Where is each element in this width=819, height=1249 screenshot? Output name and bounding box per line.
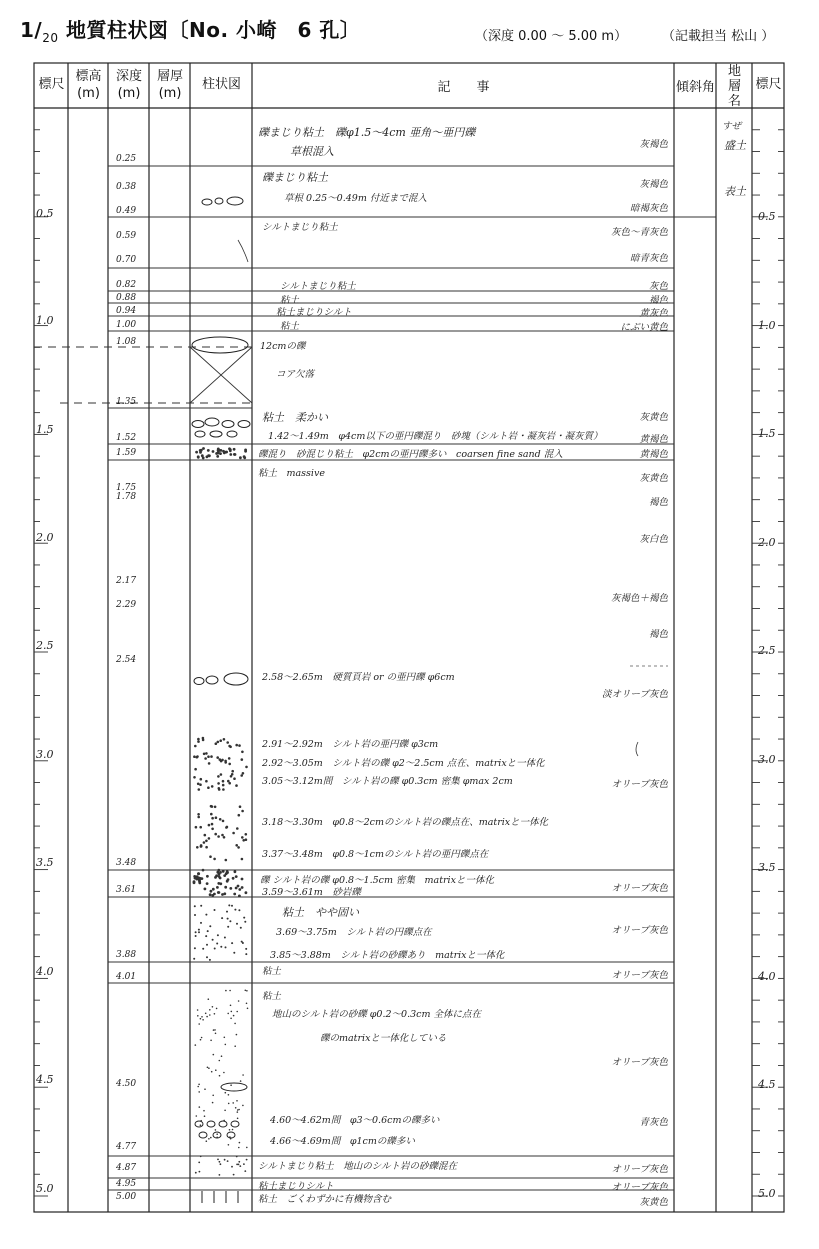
depth-value: 4.95 bbox=[116, 1179, 137, 1189]
soil-color: 青灰色 bbox=[639, 1117, 668, 1128]
description-text: 2.58～2.65m 硬質頁岩 or の亜円礫 φ6cm bbox=[262, 672, 455, 683]
depth-value: 5.00 bbox=[116, 1192, 137, 1202]
depth-value: 1.52 bbox=[116, 433, 137, 443]
depth-value: 3.48 bbox=[116, 858, 137, 868]
scale-right-label: 3.5 bbox=[758, 861, 776, 874]
soil-color: 褐色 bbox=[648, 295, 668, 306]
depth-value: 1.35 bbox=[116, 397, 137, 407]
description-text: 2.92～3.05m シルト岩の礫 φ2～2.5cm 点在、matrixと一体化 bbox=[262, 758, 545, 769]
soil-color: 黄灰色 bbox=[639, 308, 668, 319]
header-scale-left: 標尺 bbox=[38, 77, 65, 92]
soil-color: 灰色 bbox=[648, 281, 668, 292]
description-text: 粘土 柔かい bbox=[262, 411, 328, 424]
soil-color: オリーブ灰色 bbox=[611, 1182, 668, 1193]
scale-left-label: 1.0 bbox=[36, 314, 54, 327]
header-scale-right: 標尺 bbox=[755, 77, 782, 92]
description-text: 粘土 bbox=[262, 991, 282, 1002]
depth-value: 1.00 bbox=[116, 320, 137, 330]
depth-value: 1.59 bbox=[116, 448, 137, 458]
description-text: シルトまじり粘土 地山のシルト岩の砂礫混在 bbox=[258, 1161, 458, 1172]
depth-value: 0.59 bbox=[116, 231, 137, 241]
description-text: 3.85～3.88m シルト岩の砂礫あり matrixと一体化 bbox=[270, 950, 505, 961]
depth-value: 2.17 bbox=[116, 576, 137, 586]
description-text: 3.05～3.12m間 シルト岩の礫 φ0.3cm 密集 φmax 2cm bbox=[262, 776, 513, 787]
description-text: 草根混入 bbox=[290, 145, 334, 158]
header-depth-unit: (m) bbox=[117, 86, 141, 101]
scale-left-label: 3.5 bbox=[36, 856, 54, 869]
description-text: 3.18～3.30m φ0.8～2cmのシルト岩の礫点在、matrixと一体化 bbox=[262, 817, 549, 828]
formation-name: すぜ bbox=[722, 121, 742, 132]
soil-color: 灰黄色 bbox=[639, 473, 668, 484]
description-text: 3.69～3.75m シルト岩の円礫点在 bbox=[276, 927, 432, 938]
scale-right-label: 3.0 bbox=[758, 753, 776, 766]
depth-range: （深度 0.00 ～ 5.00 m） bbox=[475, 29, 628, 44]
scale-right-label: 2.5 bbox=[758, 644, 776, 657]
soil-color: 黄褐色 bbox=[639, 449, 668, 460]
depth-value: 0.49 bbox=[116, 206, 137, 216]
soil-color: 灰褐色 bbox=[639, 139, 668, 150]
scale-left-label: 4.0 bbox=[36, 965, 54, 978]
description-text: 礫まじり粘土 bbox=[262, 171, 328, 184]
soil-color: にぶい黄色 bbox=[620, 322, 668, 333]
soil-color: 灰白色 bbox=[639, 534, 668, 545]
description-text: 1.42～1.49m φ4cm以下の亜円礫混り 砂塊（シルト岩・凝灰岩・凝灰質） bbox=[268, 431, 603, 442]
depth-value: 4.87 bbox=[116, 1163, 137, 1173]
header-elevation: 標高 bbox=[75, 69, 102, 84]
soil-color: オリーブ灰色 bbox=[611, 1057, 668, 1068]
soil-color: 灰褐色 bbox=[639, 179, 668, 190]
header-formation-3: 名 bbox=[727, 94, 741, 109]
scale-right-label: 5.0 bbox=[758, 1187, 776, 1200]
scale-right-label: 1.0 bbox=[758, 319, 776, 332]
description-text: 粘土 massive bbox=[258, 468, 325, 479]
soil-color: 灰褐色＋褐色 bbox=[610, 593, 668, 604]
depth-value: 3.88 bbox=[116, 950, 137, 960]
soil-color: 褐色 bbox=[648, 497, 668, 508]
depth-value: 0.82 bbox=[116, 280, 137, 290]
depth-value: 4.50 bbox=[116, 1079, 137, 1089]
header-thickness-unit: (m) bbox=[158, 86, 182, 101]
depth-value: 1.75 bbox=[116, 483, 137, 493]
header-dip: 傾斜角 bbox=[675, 80, 715, 95]
depth-value: 3.61 bbox=[116, 885, 137, 895]
soil-color: オリーブ灰色 bbox=[611, 970, 668, 981]
soil-color: 灰色～青灰色 bbox=[610, 227, 668, 238]
soil-color: 灰黄色 bbox=[639, 412, 668, 423]
description-text: 粘土 ごくわずかに有機物含む bbox=[258, 1194, 392, 1205]
soil-color: オリーブ灰色 bbox=[611, 779, 668, 790]
description-text: 礫のmatrixと一体化している bbox=[320, 1033, 447, 1044]
scale-right-label: 4.5 bbox=[758, 1078, 776, 1091]
description-text: 粘土 bbox=[280, 321, 300, 332]
scale-left-label: 4.5 bbox=[36, 1073, 54, 1086]
depth-value: 0.70 bbox=[116, 255, 137, 265]
writer-label: （記載担当 松山 ） bbox=[662, 29, 775, 44]
soil-color: 淡オリーブ灰色 bbox=[601, 689, 668, 700]
header-elevation-unit: (m) bbox=[77, 86, 100, 101]
description-text: 地山のシルト岩の砂礫 φ0.2～0.3cm 全体に点在 bbox=[272, 1009, 481, 1020]
depth-value: 2.54 bbox=[116, 655, 137, 665]
soil-color: 黄褐色 bbox=[639, 434, 668, 445]
soil-color: オリーブ灰色 bbox=[611, 925, 668, 936]
description-text: 12cmの礫 bbox=[260, 341, 306, 352]
page-title: $1/_{20}$ 地質柱状図〔No. 小崎 6 孔〕 bbox=[20, 18, 361, 45]
scale-left-label: 1.5 bbox=[36, 423, 54, 436]
header-column-diagram: 柱状図 bbox=[201, 77, 241, 92]
depth-value: 1.08 bbox=[116, 337, 137, 347]
description-text: 3.59～3.61m 砂岩礫 bbox=[262, 887, 361, 898]
soil-color: 暗青灰色 bbox=[629, 253, 668, 264]
depth-value: 1.78 bbox=[116, 492, 137, 502]
formation-name: 盛土 bbox=[724, 139, 746, 152]
depth-value: 0.94 bbox=[116, 306, 137, 316]
soil-color: オリーブ灰色 bbox=[611, 883, 668, 894]
soil-color: 暗褐灰色 bbox=[629, 203, 668, 214]
header-depth: 深度 bbox=[115, 69, 142, 84]
description-text: 礫 シルト岩の礫 φ0.8～1.5cm 密集 matrixと一体化 bbox=[260, 875, 494, 886]
description-text: 粘土まじりシルト bbox=[276, 307, 352, 318]
scale-right-label: 0.5 bbox=[758, 210, 776, 223]
description-text: コア欠落 bbox=[276, 369, 315, 380]
header-thickness: 層厚 bbox=[156, 69, 183, 84]
soil-color: 灰黄色 bbox=[639, 1197, 668, 1208]
scale-left-label: 3.0 bbox=[36, 748, 54, 761]
header-description: 記 事 bbox=[437, 80, 490, 95]
depth-value: 2.29 bbox=[116, 600, 137, 610]
depth-value: 0.38 bbox=[116, 182, 137, 192]
description-text: 粘土 bbox=[280, 295, 300, 306]
description-text: 粘土まじりシルト bbox=[258, 1181, 334, 1192]
scale-left-label: 2.5 bbox=[36, 639, 54, 652]
scale-right-label: 2.0 bbox=[758, 536, 776, 549]
depth-value: 0.88 bbox=[116, 293, 137, 303]
header-formation-1: 地 bbox=[727, 64, 741, 79]
depth-value: 0.25 bbox=[116, 154, 137, 164]
scale-left-label: 5.0 bbox=[36, 1182, 54, 1195]
description-text: 粘土 bbox=[262, 966, 282, 977]
description-text: 3.37～3.48m φ0.8～1cmのシルト岩の亜円礫点在 bbox=[262, 849, 489, 860]
description-text: 草根 0.25～0.49m 付近まで混入 bbox=[284, 193, 427, 204]
scale-left-label: 2.0 bbox=[36, 531, 54, 544]
description-text: 礫まじり粘土 礫φ1.5～4cm 亜角～亜円礫 bbox=[258, 126, 476, 139]
description-text: シルトまじり粘土 bbox=[280, 281, 356, 292]
formation-name: 表土 bbox=[724, 185, 746, 198]
description-text: 4.66～4.69m間 φ1cmの礫多い bbox=[270, 1136, 415, 1147]
header-formation-2: 層 bbox=[727, 79, 741, 94]
description-text: 2.91～2.92m シルト岩の亜円礫 φ3cm bbox=[262, 739, 439, 750]
scale-right-label: 4.0 bbox=[758, 970, 776, 983]
description-text: 粘土 やや固い bbox=[282, 906, 359, 919]
depth-value: 4.01 bbox=[116, 972, 137, 982]
scale-right-label: 1.5 bbox=[758, 427, 776, 440]
description-text: シルトまじり粘土 bbox=[262, 222, 338, 233]
description-text: 礫混り 砂混じり粘土 φ2cmの亜円礫多い coarsen fine sand 混入 bbox=[258, 449, 563, 460]
scale-left-label: 0.5 bbox=[36, 207, 54, 220]
depth-value: 4.77 bbox=[116, 1142, 137, 1152]
soil-color: 褐色 bbox=[648, 629, 668, 640]
description-text: 4.60～4.62m間 φ3～0.6cmの礫多い bbox=[270, 1115, 440, 1126]
soil-color: オリーブ灰色 bbox=[611, 1164, 668, 1175]
